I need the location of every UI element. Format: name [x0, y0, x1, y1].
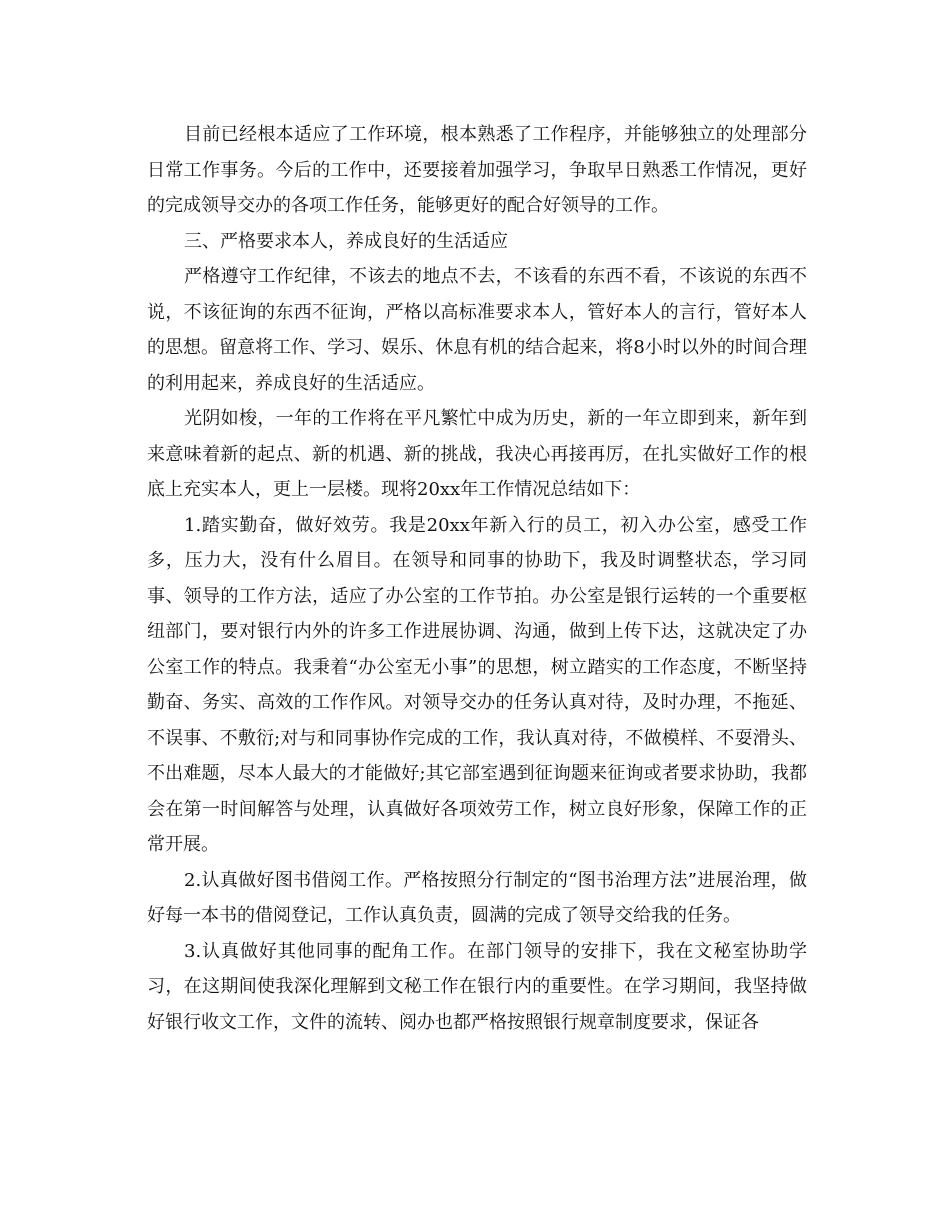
list-item-3: 3.认真做好其他同事的配角工作。在部门领导的安排下，我在文秘室协助学习，在这期间使我深化理解到文秘工作在银行内的重要性。在学习期间，我坚持做好银行收文工作，文件的流转、阅办也都严格按照银行规章制度要求，保证各 [147, 940, 807, 1033]
list-item-2: 2.认真做好图书借阅工作。严格按照分行制定的“图书治理方法”进展治理，做好每一本书的借阅登记，工作认真负责，圆满的完成了领导交给我的任务。 [147, 869, 807, 926]
paragraph-3: 光阴如梭，一年的工作将在平凡繁忙中成为历史，新的一年立即到来，新年到来意味着新的起点、新的机遇、新的挑战，我决心再接再厉，在扎实做好工作的根底上充实本人，更上一层楼。现将20xx年工作情况总结如下： [147, 408, 807, 500]
document-body [147, 117, 807, 1040]
paragraph-2: 严格遵守工作纪律，不该去的地点不去，不该看的东西不看，不该说的东西不说，不该征询的东西不征询，严格以高标准要求本人，管好本人的言行，管好本人的思想。留意将工作、学习、娱乐、休息有机的结合起来，将8小时以外的时间合理的利用起来，养成良好的生活适应。 [147, 266, 807, 394]
paragraph-1: 目前已经根本适应了工作环境，根本熟悉了工作程序，并能够独立的处理部分日常工作事务。今后的工作中，还要接着加强学习，争取早日熟悉工作情况，更好的完成领导交办的各项工作任务，能够更好的配合好领导的工作。 [147, 124, 807, 216]
list-item-1: 1.踏实勤奋，做好效劳。我是20xx年新入行的员工，初入办公室，感受工作多，压力大，没有什么眉目。在领导和同事的协助下，我及时调整状态，学习同事、领导的工作方法，适应了办公室的工作节拍。办公室是银行运转的一个重要枢纽部门，要对银行内外的许多工作进展协调、沟通，做到上传下达，这就决定了办公室工作的特点。我秉着“办公室无小事”的思想，树立踏实的工作态度，不断坚持勤奋、务实、高效的工作作风。对领导交办的任务认真对待，及时办理，不拖延、不误事、不敷衍;对与和同事协作完成的工作，我认真对待，不做模样、不耍滑头、不出难题，尽本人最大的才能做好;其它部室遇到征询题来征询或者要求协助，我都会在第一时间解答与处理，认真做好各项效劳工作，树立良好形象，保障工作的正常开展。 [147, 514, 807, 855]
section-heading-3: 三、严格要求本人，养成良好的生活适应 [184, 230, 508, 252]
